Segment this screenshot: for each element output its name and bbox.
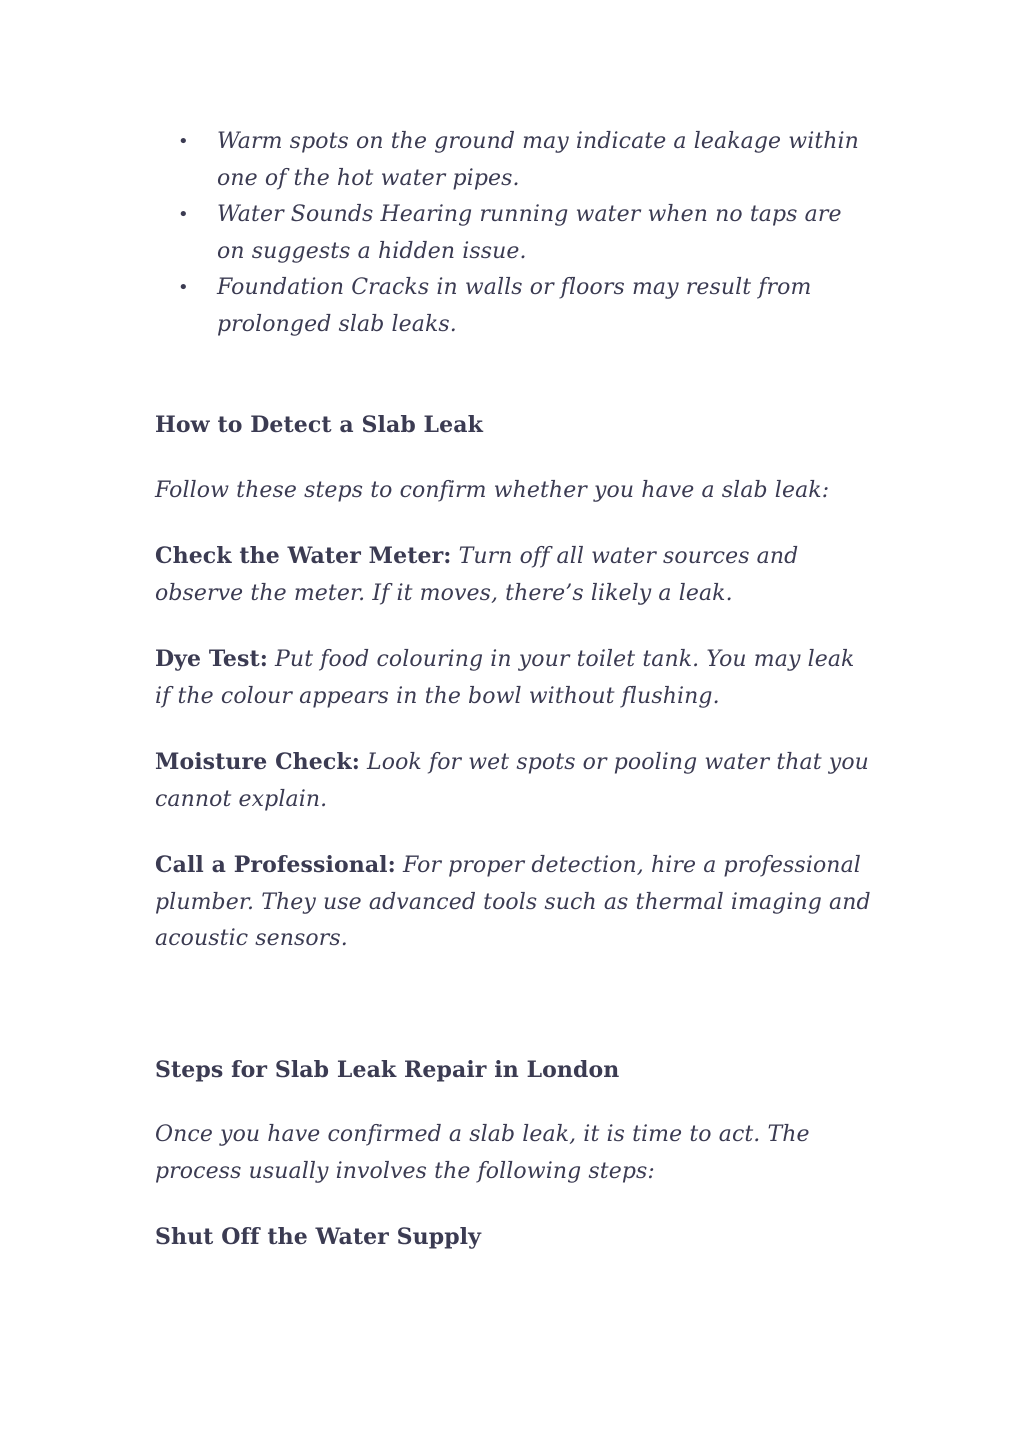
detect-step [155,847,875,958]
detect-step [155,744,875,818]
spacer [155,509,875,538]
spacer [155,818,875,847]
list-item-text: Foundation Cracks in walls or floors may result from prolonged slab leaks. [217,275,812,337]
step-text: Turn off all water sources and observe the meter. If it moves, there’s likely a leak. [155,544,799,606]
spacer [155,612,875,641]
list-item [178,124,875,197]
step-label: Check the Water Meter: [155,543,452,569]
repair-heading: Steps for Slab Leak Repair in London [155,1056,620,1083]
detect-heading: How to Detect a Slab Leak [155,412,483,438]
spacer [155,1088,875,1117]
detect-intro: Follow these steps to confirm whether you have a slab leak: [155,477,830,503]
list-item [178,270,875,343]
detect-step [155,641,875,715]
spacer [155,343,875,407]
document-content [155,124,875,1256]
bullet-icon: • [178,277,189,298]
spacer [155,715,875,744]
step-label: Moisture Check: [155,749,360,775]
bullet-icon: • [178,204,189,225]
step-text: Look for wet spots or pooling water that you cannot explain. [155,750,869,812]
spacer [155,444,875,473]
step-text: For proper detection, hire a professional plumber. They use advanced tools such as thermal imaging and acoustic sensors. [155,853,871,951]
repair-intro: Once you have confirmed a slab leak, it is time to act. The process usually involves the following steps: [155,1122,810,1184]
detect-step [155,538,875,612]
step-text: Put food colouring in your toilet tank. You may leak if the colour appears in the bowl without flushing. [155,647,855,709]
step-label: Dye Test: [155,646,268,672]
step-label: Call a Professional: [155,852,396,878]
spacer [155,1190,875,1219]
symptom-list [155,124,875,343]
list-item-text: Warm spots on the ground may indicate a leakage within one of the hot water pipes. [217,129,859,191]
list-item [178,197,875,270]
list-item-text: Water Sounds Hearing running water when no taps are on suggests a hidden issue. [217,202,842,264]
bullet-icon: • [178,131,189,152]
repair-subheading: Shut Off the Water Supply [155,1224,482,1250]
spacer [155,958,875,1052]
